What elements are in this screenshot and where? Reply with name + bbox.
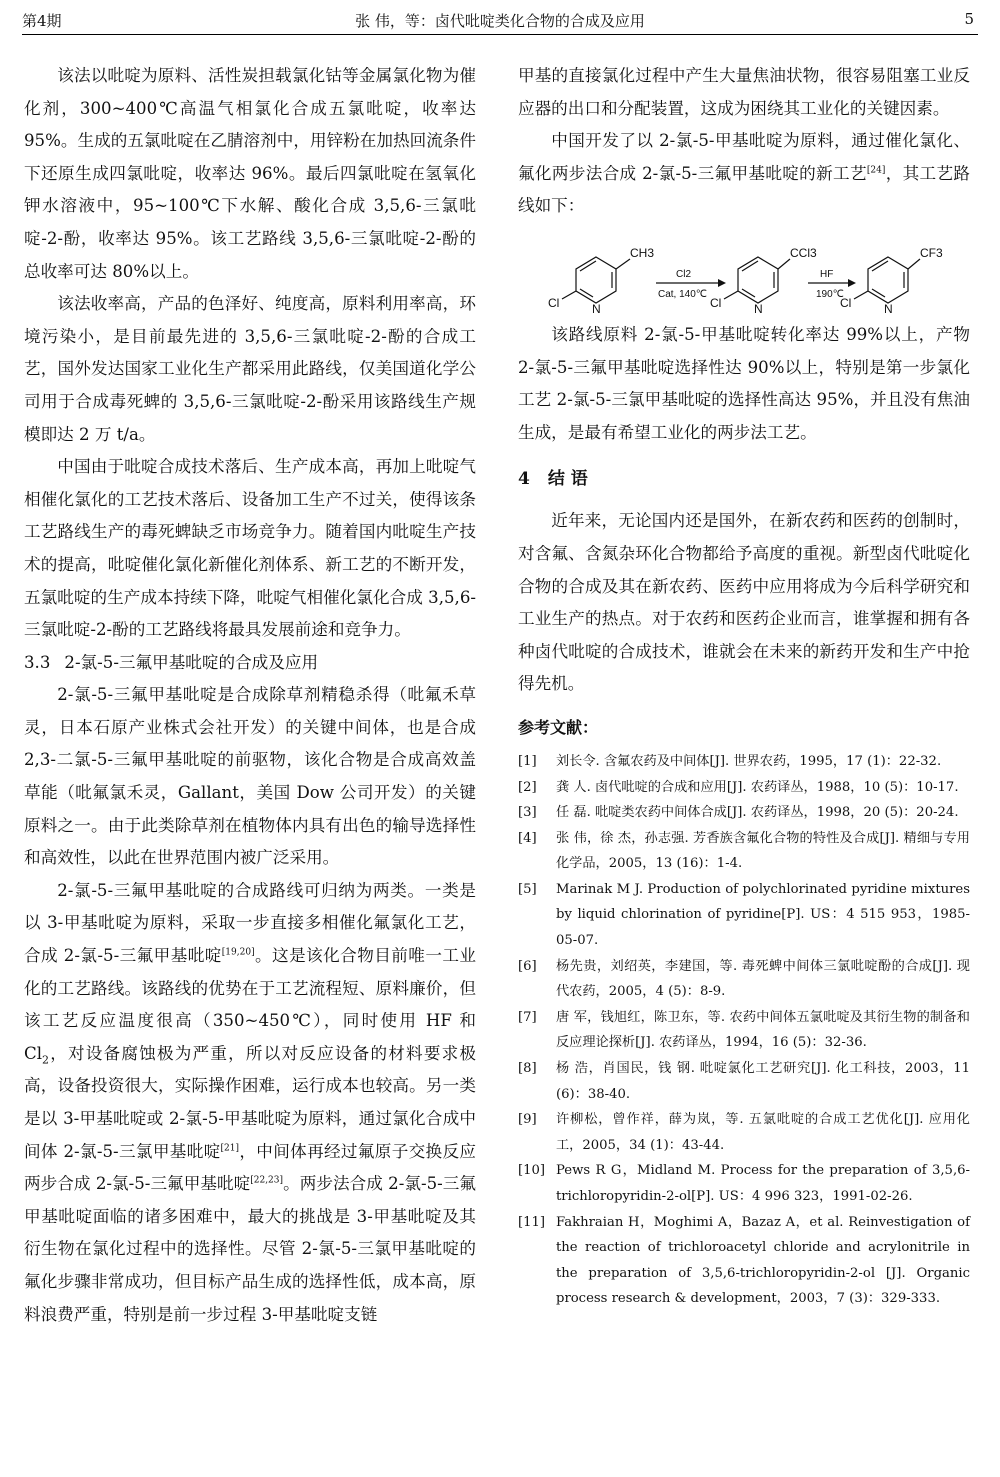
section-heading xyxy=(24,647,476,680)
condition-label: Cat, 140℃ xyxy=(658,288,708,300)
reference-item xyxy=(518,1158,970,1209)
text-run: 中国开发了以 2-氯-5-甲基吡啶为原料，通过催化氯化、氟化两步法合成 2-氯-5-三氟甲基吡啶的新工艺 xyxy=(518,131,970,183)
issue-number: 第4期 xyxy=(22,12,62,30)
paragraph xyxy=(24,875,476,1331)
reference-item xyxy=(518,954,970,1005)
citation: [21] xyxy=(220,1143,240,1154)
conclusion-title: 结 语 xyxy=(547,469,588,490)
reference-text: 杨先贵，刘绍英，李建国，等. 毒死蜱中间体三氯吡啶酚的合成[J]. 现代农药，2005，4 (5)：8-9. xyxy=(556,958,970,1000)
substituent-cl: Cl xyxy=(710,295,722,310)
conclusion-number: 4 xyxy=(518,469,530,490)
reference-number: [11] xyxy=(518,1214,546,1230)
reaction-scheme-svg xyxy=(518,227,970,313)
references-heading: 参考文献： xyxy=(518,717,599,737)
reference-number: [5] xyxy=(518,881,537,897)
text-run: 。两步法合成 2-氯-5-三氟甲基吡啶面临的诸多困难中，最大的挑战是 3-甲基吡啶及其衍生物在氯化过程中的选择性。尽管 2-氯-5-三氯甲基吡啶的氟化步骤非常成功，但目标产品生成的选择性低，成本高，原料浪费严重，特别是前一步过程 3-甲基吡啶支链 xyxy=(24,1174,476,1324)
reference-text: Fakhraian H，Moghimi A，Bazaz A，et al. Reinvestigation of the reaction of trichloroacetyl chloride and acrylonitrile in the preparation of 3,5,6-trichloropyridin-2-ol [J]. Organic process research & development，2003，7 (3)：329-333. xyxy=(556,1214,970,1307)
reference-text: 任 磊. 吡啶类农药中间体合成[J]. 农药译丛，1998，20 (5)：20-24. xyxy=(556,805,959,821)
reference-item xyxy=(518,877,970,954)
reference-number: [2] xyxy=(518,779,537,795)
ring-nitrogen: N xyxy=(592,301,601,313)
reference-item xyxy=(518,1005,970,1056)
reference-number: [7] xyxy=(518,1009,537,1025)
condition-label: 190℃ xyxy=(816,288,844,300)
text-run: 。这是该化合物目前唯一工业化的工艺路线。该路线的优势在于工艺流程短、原料廉价，但该工艺反应温度很高（350~450℃），同时使用 HF 和 Cl xyxy=(24,946,476,1063)
reference-text: 龚 人. 卤代吡啶的合成和应用[J]. 农药译丛，1988，10 (5)：10-17. xyxy=(556,779,959,795)
paragraph: 该法收率高，产品的色泽好、纯度高，原料利用率高，环境污染小，是目前最先进的 3,5,6-三氯吡啶-2-酚的合成工艺，国外发达国家工业化生产都采用此路线，仅美国道化学公司用于合成毒死蜱的 3,5,6-三氯吡啶-2-酚采用该路线生产规模即达 2 万 t/a。 xyxy=(24,294,476,444)
substituent-ch3: CH3 xyxy=(630,245,655,260)
running-header xyxy=(22,8,978,35)
substituent-cl: Cl xyxy=(548,295,560,310)
left-column xyxy=(24,60,476,1331)
paragraph xyxy=(518,125,970,223)
reference-number: [9] xyxy=(518,1112,537,1128)
reference-text: Pews R G，Midland M. Process for the preparation of 3,5,6-trichloropyridin-2-ol[P]. US：4 996 323，1991-02-26. xyxy=(556,1163,970,1204)
reagent-label: Cl2 xyxy=(676,268,692,280)
text-run: ，对设备腐蚀极为严重，所以对反应设备的材料要求极高，设备投资很大，实际操作困难，运行成本也较高。另一类是以 3-甲基吡啶或 2-氯-5-甲基吡啶为原料，通过氯化合成中间体 2-氯-5-三氯甲基吡啶 xyxy=(24,1043,476,1161)
reference-text: 张 伟，徐 杰，孙志强. 芳香族含氟化合物的特性及合成[J]. 精细与专用化学品，2005，13 (16)：1-4. xyxy=(556,830,970,872)
section-number: 3.3 xyxy=(24,652,51,672)
reference-item xyxy=(518,826,970,877)
paragraph: 该法以吡啶为原料、活性炭担载氯化钴等金属氯化物为催化剂，300~400℃高温气相氯化合成五氯吡啶，收率达 95%。生成的五氯吡啶在乙腈溶剂中，用锌粉在加热回流条件下还原生成四氯吡啶，收率达 96%。最后四氯吡啶在氢氧化钾水溶液中，95~100℃下水解、酸化合成 3,5,6-三氯吡啶-2-酚，收率达 95%。该工艺路线 3,5,6-三氯吡啶-2-酚的总收率可达 80%以上。 xyxy=(24,66,476,281)
citation: [22,23] xyxy=(250,1175,284,1186)
reference-number: [3] xyxy=(518,805,537,821)
reference-text: Marinak M J. Production of polychlorinated pyridine mixtures by liquid chlorination of pyridine[P]. US：4 515 953，1985-05-07. xyxy=(556,881,970,949)
reference-item xyxy=(518,1056,970,1107)
reference-number: [1] xyxy=(518,753,537,769)
paragraph: 近年来，无论国内还是国外，在新农药和医药的创制时，对含氟、含氮杂环化合物都给予高度的重视。新型卤代吡啶化合物的合成及其在新农药、医药中应用将成为今后科学研究和工业生产的热点。对于农药和医药企业而言，谁掌握和拥有各种卤代吡啶的合成技术，谁就会在未来的新药开发和生产中抢得先机。 xyxy=(518,511,970,694)
conclusion-heading xyxy=(518,463,970,495)
substituent-cf3: CF3 xyxy=(920,245,943,260)
citation: [24] xyxy=(866,165,886,176)
reference-item xyxy=(518,775,970,801)
reference-text: 唐 军，钱旭红，陈卫东，等. 农药中间体五氯吡啶及其衍生物的制备和反应理论探析[J]. 农药译丛，1994，16 (5)：32-36. xyxy=(556,1009,970,1051)
reference-number: [10] xyxy=(518,1163,546,1179)
substituent-ccl3: CCl3 xyxy=(790,245,817,260)
section-title: 2-氯-5-三氟甲基吡啶的合成及应用 xyxy=(64,652,319,672)
paragraph: 甲基的直接氯化过程中产生大量焦油状物，很容易阻塞工业反应器的出口和分配装置，这成为困绕其工业化的关键因素。 xyxy=(518,66,970,118)
page-number: 5 xyxy=(964,10,974,28)
reference-number: [8] xyxy=(518,1061,537,1077)
reference-number: [4] xyxy=(518,830,537,846)
paragraph: 该路线原料 2-氯-5-甲基吡啶转化率达 99%以上，产物 2-氯-5-三氟甲基吡啶选择性达 90%以上，特别是第一步氯化工艺 2-氯-5-三氯甲基吡啶的选择性高达 95%，并且没有焦油生成，是最有希望工业化的两步法工艺。 xyxy=(518,324,970,442)
reference-number: [6] xyxy=(518,958,537,974)
paragraph: 中国由于吡啶合成技术落后、生产成本高，再加上吡啶气相催化氯化的工艺技术落后、设备加工生产不过关，使得该条工艺路线生产的毒死蜱缺乏市场竞争力。随着国内吡啶生产技术的提高，吡啶催化氯化新催化剂体系、新工艺的不断开发，五氯吡啶的生产成本持续下降，吡啶气相催化氯化合成 3,5,6-三氯吡啶-2-酚的工艺路线将最具发展前途和竞争力。 xyxy=(24,457,476,640)
paragraph: 2-氯-5-三氟甲基吡啶是合成除草剂精稳杀得（吡氟禾草灵，日本石原产业株式会社开发）的关键中间体，也是合成 2,3-二氯-5-三氟甲基吡啶的前驱物，该化合物是合成高效盖草能（吡氟氯禾灵，Gallant，美国 Dow 公司开发）的关键原料之一。由于此类除草剂在植物体内具有出色的输导选择性和高效性，以此在世界范围内被广泛采用。 xyxy=(24,685,476,868)
reference-text: 杨 浩，肖国民，钱 钢. 吡啶氯化工艺研究[J]. 化工科技，2003，11 (6)：38-40. xyxy=(556,1061,970,1102)
text-run: ，其工艺路线如下： xyxy=(518,163,971,216)
reference-item xyxy=(518,749,970,775)
reagent-label: HF xyxy=(820,268,834,280)
reference-item xyxy=(518,1210,970,1312)
reference-item xyxy=(518,800,970,826)
reference-list xyxy=(518,749,970,1312)
subscript: 2 xyxy=(42,1053,50,1067)
reference-text: 许柳松，曾作祥，薛为岚，等. 五氯吡啶的合成工艺优化[J]. 应用化工，2005，34 (1)：43-44. xyxy=(556,1112,970,1153)
text-run: ，中间体再经过氟原子交换反应两步合成 2-氯-5-三氟甲基吡啶 xyxy=(24,1141,476,1194)
ring-nitrogen: N xyxy=(884,301,893,313)
substituent-cl: Cl xyxy=(840,295,852,310)
reaction-scheme xyxy=(518,227,970,313)
reference-text: 刘长令. 含氟农药及中间体[J]. 世界农药，1995，17 (1)：22-32. xyxy=(556,753,942,769)
ring-nitrogen: N xyxy=(754,301,763,313)
right-column xyxy=(518,60,970,1312)
text-run: 2-氯-5-三氟甲基吡啶的合成路线可归纳为两类。一类是以 3-甲基吡啶为原料，采取一步直接多相催化氟氯化工艺，合成 2-氯-5-三氟甲基吡啶 xyxy=(24,880,476,966)
citation: [19,20] xyxy=(221,947,255,958)
reference-item xyxy=(518,1107,970,1158)
running-title: 张 伟，等：卤代吡啶类化合物的合成及应用 xyxy=(355,12,645,30)
